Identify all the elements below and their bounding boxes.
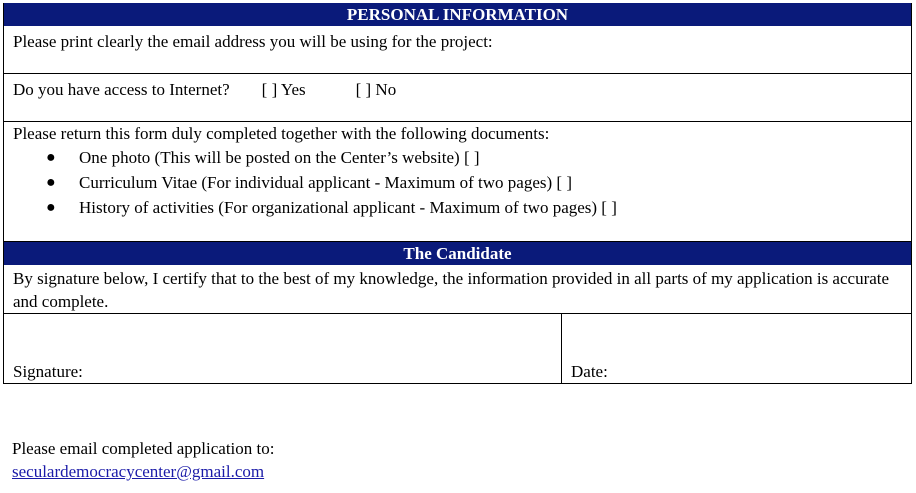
certification-row <box>3 265 912 314</box>
documents-intro: Please return this form duly completed together with the following documents: <box>13 124 550 143</box>
list-item[interactable] <box>46 145 902 170</box>
bullet-icon: ● <box>46 149 56 166</box>
email-row[interactable] <box>3 26 912 74</box>
list-item[interactable] <box>46 170 902 195</box>
date-field[interactable] <box>562 314 911 383</box>
date-label: Date: <box>571 362 608 381</box>
contact-email-link[interactable]: seculardemocracycenter@gmail.com <box>12 462 265 481</box>
footer <box>12 437 274 483</box>
document-photo: One photo (This will be posted on the Center’s website) [ ] <box>79 148 480 167</box>
bullet-icon: ● <box>46 199 56 216</box>
bullet-icon: ● <box>46 174 56 191</box>
certification-text: By signature below, I certify that to the best of my knowledge, the information provided in all parts of my application is accurate and complete. <box>13 269 890 311</box>
internet-no-checkbox[interactable]: [ ] No <box>355 80 397 99</box>
application-form <box>3 3 912 384</box>
document-history: History of activities (For organizational applicant - Maximum of two pages) [ ] <box>79 198 617 217</box>
personal-information-header: PERSONAL INFORMATION <box>3 3 912 26</box>
candidate-header: The Candidate <box>3 242 912 265</box>
signature-row <box>3 314 912 384</box>
signature-label: Signature: <box>13 362 83 381</box>
list-item[interactable] <box>46 195 902 220</box>
internet-question: Do you have access to Internet? <box>13 80 230 99</box>
signature-field[interactable] <box>4 314 562 383</box>
email-prompt: Please print clearly the email address you will be using for the project: <box>13 32 493 51</box>
internet-yes-checkbox[interactable]: [ ] Yes <box>261 80 306 99</box>
documents-list <box>13 145 902 220</box>
footer-instruction: Please email completed application to: <box>12 439 275 458</box>
document-cv: Curriculum Vitae (For individual applicant - Maximum of two pages) [ ] <box>79 173 572 192</box>
internet-access-row <box>3 74 912 122</box>
documents-row <box>3 122 912 242</box>
